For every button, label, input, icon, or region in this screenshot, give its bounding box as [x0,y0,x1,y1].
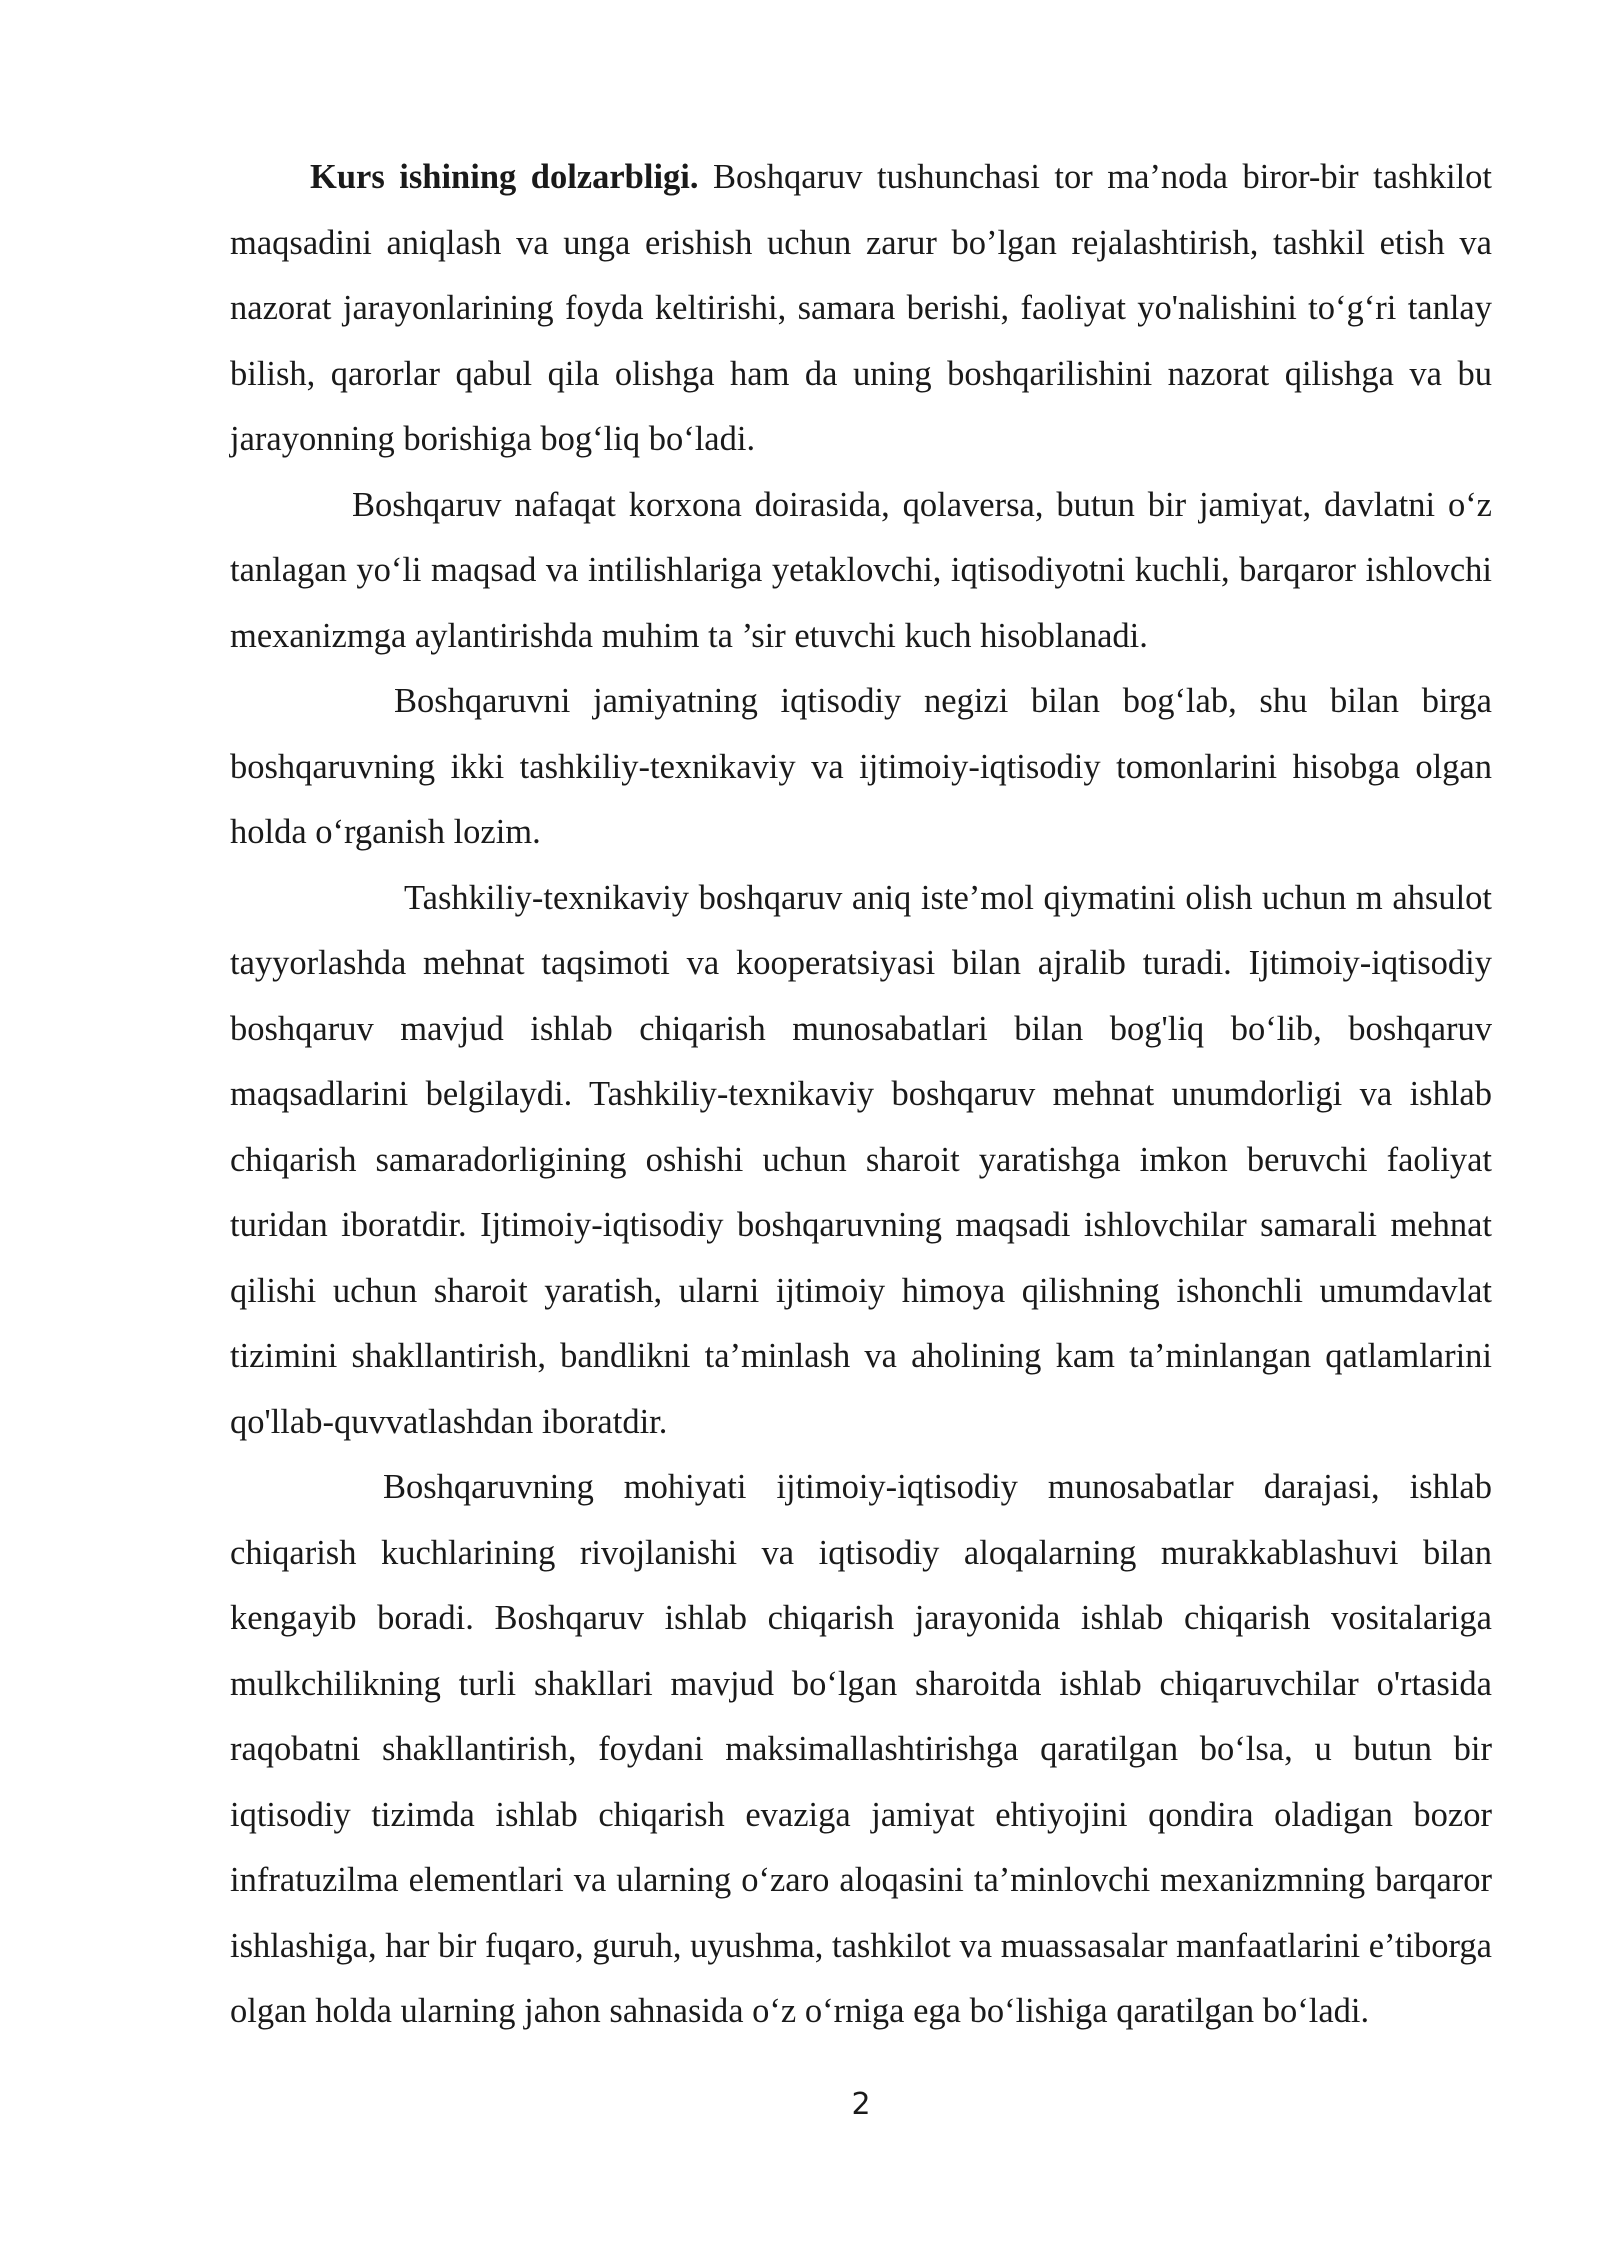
paragraph-4: Tashkiliy-texnikaviy boshqaruv aniq iste’mol qiymatini olish uchun m ahsulot tayyorlashda mehnat taqsimoti va kooperatsiyasi bilan ajralib turadi. Ijtimoiy-iqtisodiy boshqaruv mavjud ishlab chiqarish munosabatlari bilan bog'liq bo‘lib, boshqaruv maqsadlarini belgilaydi. Tashkiliy-texnikaviy boshqaruv mehnat unumdorligi va ishlab chiqarish samaradorligining oshishi uchun sharoit yaratishga imkon beruvchi faoliyat turidan iboratdir. Ijtimoiy-iqtisodiy boshqaruvning maqsadi ishlovchilar samarali mehnat qilishi uchun sharoit yaratish, ularni ijtimoiy himoya qilishning ishonchli umumdavlat tizimini shakllantirish, bandlikni ta’minlash va aholining kam ta’minlangan qatlamlarini qo'llab-quvvatlashdan iboratdir. [230,878,1492,1441]
page-number: 2 [851,2087,871,2122]
paragraph-3: Boshqaruvni jamiyatning iqtisodiy negizi bilan bog‘lab, shu bilan birga boshqaruvning ikki tashkiliy-texnikaviy va ijtimoiy-iqtisodiy tomonlarini hisobga olgan holda o‘rganish lozim. [230,682,1492,851]
paragraph-5: Boshqaruvning mohiyati ijtimoiy-iqtisodiy munosabatlar darajasi, ishlab chiqarish kuchlarining rivojlanishi va iqtisodiy aloqalarning murakkablashuvi bilan kengayib boradi. Boshqaruv ishlab chiqarish jarayonida ishlab chiqarish vositalariga mulkchilikning turli shakllari mavjud bo‘lgan sharoitda ishlab chiqaruvchilar o'rtasida raqobatni shakllantirish, foydani maksimallashtirishga qaratilgan bo‘lsa, u butun bir iqtisodiy tizimda ishlab chiqarish evaziga jamiyat ehtiyojini qondira oladigan bozor infratuzilma elementlari va ularning o‘zaro aloqasini ta’minlovchi mexanizmning barqaror ishlashiga, har bir fuqaro, guruh, uyushma, tashkilot va muassasalar manfaatlarini e’tiborga olgan holda ularning jahon sahnasida o‘z o‘rniga ega bo‘lishiga qaratilgan bo‘ladi. [230,1468,1492,2030]
paragraph-1-text: Boshqaruv tushunchasi tor ma’noda biror-bir tashkilot maqsadini aniqlash va unga erishish uchun zarur bo’lgan rejalashtirish, tashkil etish va nazorat jarayonlarining foyda keltirishi, samara berishi, faoliyat yo'nalishini to‘g‘ri tanlay bilish, qarorlar qabul qila olishga ham da uning boshqarilishini nazorat qilishga va bu jarayonning borishiga bog‘liq bo‘ladi. [230,158,1492,458]
section-heading: Kurs ishining dolzarbligi. [310,158,699,196]
paragraph-2: Boshqaruv nafaqat korxona doirasida, qolaversa, butun bir jamiyat, davlatni o‘z tanlagan yo‘li maqsad va intilishlariga yetaklovchi, iqtisodiyotni kuchli, barqaror ishlovchi mexanizmga aylantirishda muhim ta ’sir etuvchi kuch hisoblanadi. [230,485,1492,655]
document-body [230,145,1492,2045]
paragraph-1 [230,145,1492,473]
